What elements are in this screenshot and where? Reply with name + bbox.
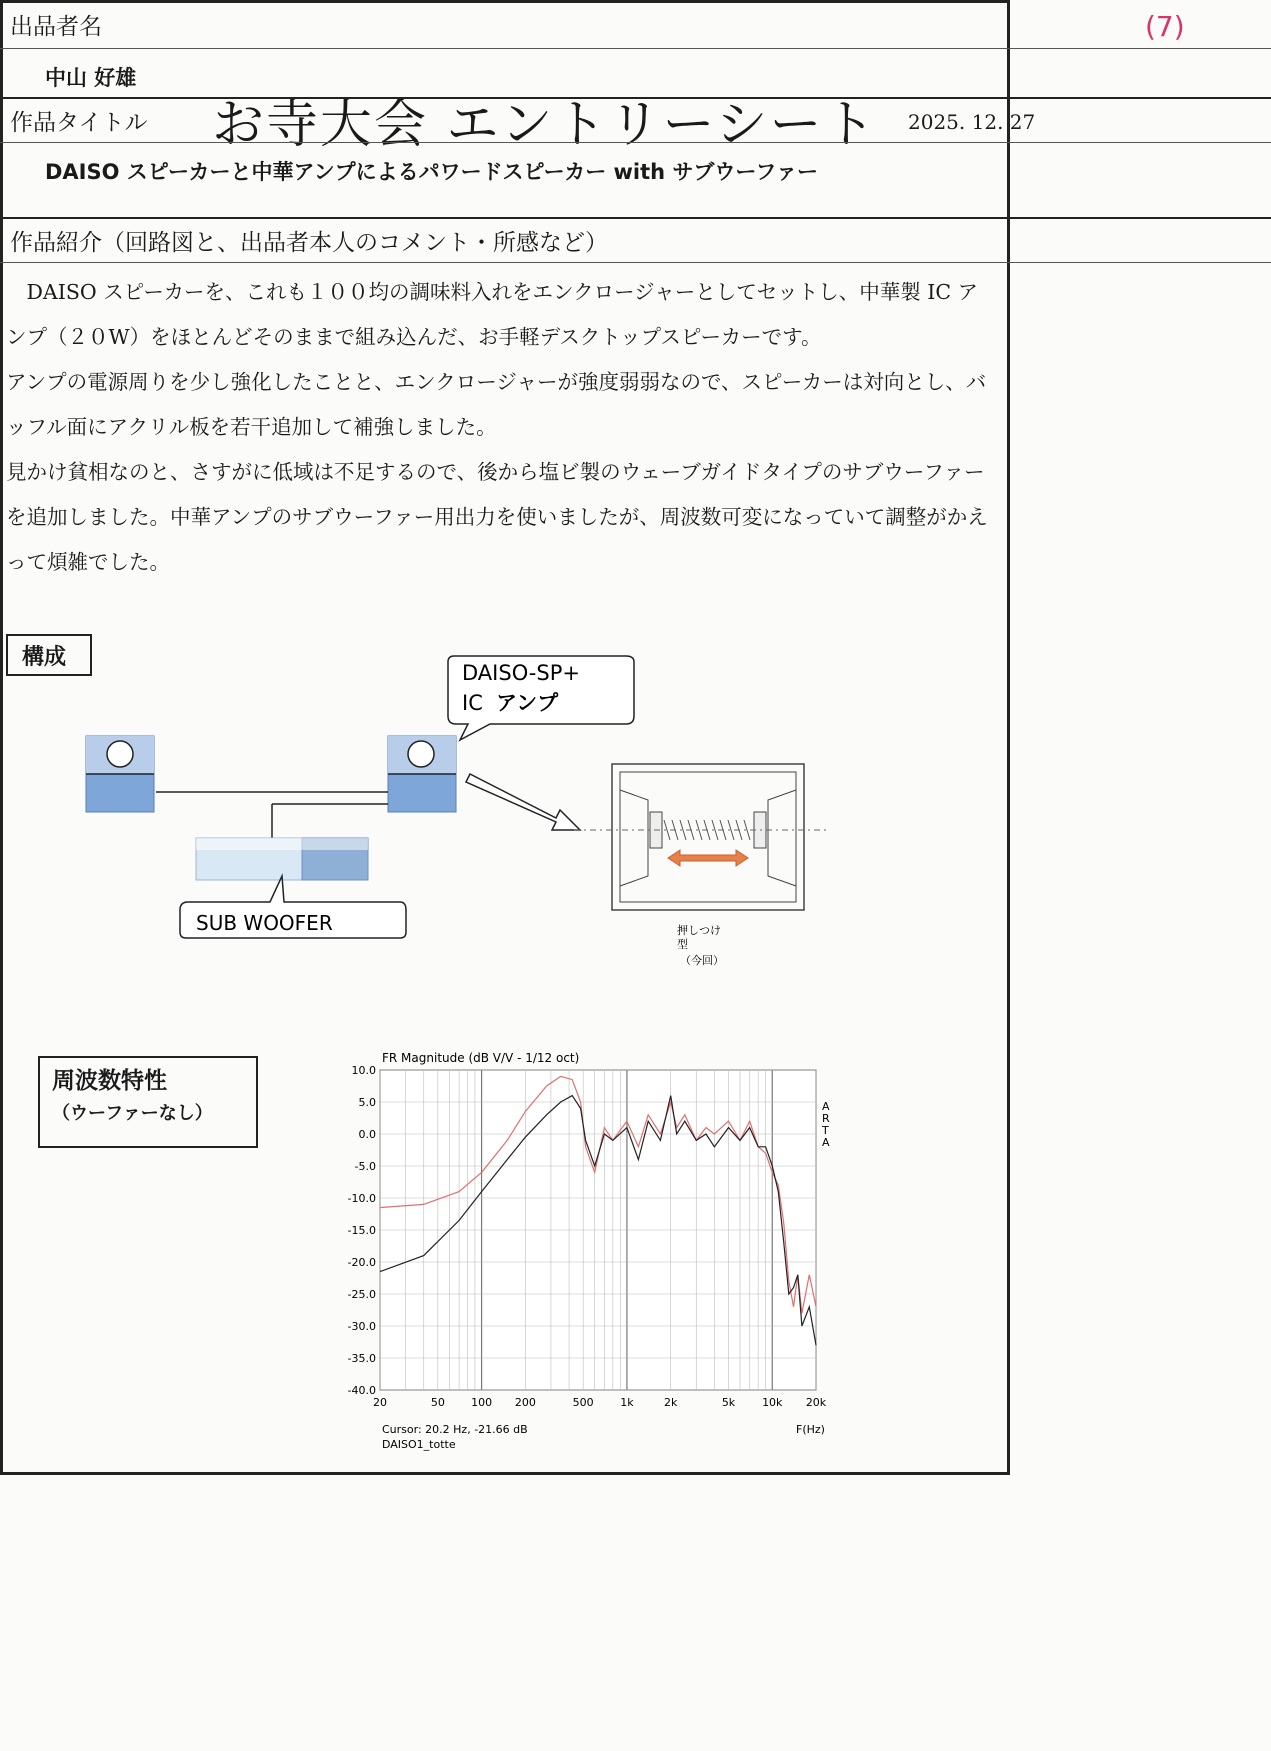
y-tick-label: 10.0	[351, 1064, 376, 1077]
subwoofer-icon	[196, 838, 368, 880]
y-tick-label: 0.0	[358, 1128, 376, 1141]
side-label-a2: A	[822, 1136, 830, 1149]
y-tick-label: -30.0	[347, 1320, 376, 1333]
y-tick-label: -25.0	[347, 1288, 376, 1301]
freq-sublabel: （ウーファーなし）	[52, 1103, 213, 1124]
callout-line-1: DAISO-SP+	[462, 661, 580, 685]
intro-paragraph-3: 見かけ貧相なのと、さすがに低域は不足するので、後から塩ビ製のウェーブガイドタイプのサブウーファーを追加しました。中華アンプのサブウーファー用出力を使いましたが、周波数可変になっていて調整がかえって煩雑でした。	[6, 460, 988, 574]
y-tick-label: 5.0	[358, 1096, 376, 1109]
x-tick-label: 1k	[620, 1396, 634, 1409]
x-tick-label: 10k	[762, 1396, 783, 1409]
left-speaker-icon	[86, 736, 154, 812]
cursor-readout: Cursor: 20.2 Hz, -21.66 dB	[382, 1423, 528, 1436]
push-label-3: （今回）	[680, 954, 724, 967]
callout-line-2a: IC	[462, 691, 483, 715]
page-number-mark: (7)	[1145, 10, 1185, 43]
divider	[0, 217, 1271, 219]
intro-paragraph-1: DAISO スピーカーを、これも１００均の調味料入れをエンクロージャーとしてセットし、中華製 IC アンプ（２０W）をほとんどそのままで組み込んだ、お手軽デスクトップスピーカーです。	[6, 280, 979, 349]
divider	[0, 48, 1271, 49]
file-label: DAISO1_totte	[382, 1438, 456, 1451]
freq-label-box	[38, 1056, 258, 1148]
x-axis-label: F(Hz)	[796, 1423, 825, 1436]
frequency-response-chart	[260, 1040, 940, 1451]
right-speaker-icon	[388, 736, 456, 812]
sheet-title: お寺大会 エントリーシート	[212, 95, 878, 155]
intro-paragraph-2: アンプの電源周りを少し強化したことと、エンクロージャーが強度弱弱なので、スピーカーは対向とし、バッフル面にアクリル板を若干追加して補強しました。	[6, 370, 987, 439]
x-tick-label: 50	[430, 1396, 445, 1409]
y-tick-label: -5.0	[354, 1160, 376, 1173]
intro-label: 作品紹介（回路図と、出品者本人のコメント・所感など）	[10, 230, 608, 256]
x-tick-label: 2k	[663, 1396, 678, 1409]
side-label-a1: A	[822, 1100, 830, 1113]
intro-text	[6, 270, 996, 585]
sub-woofer-label: SUB WOOFER	[196, 911, 333, 935]
divider	[0, 262, 1271, 263]
y-tick-label: -20.0	[347, 1256, 376, 1269]
exhibitor-name: 中山 好雄	[45, 66, 137, 90]
chart-title: FR Magnitude (dB V/V - 1/12 oct)	[382, 1051, 580, 1065]
y-tick-label: -40.0	[347, 1384, 376, 1397]
work-title-value: DAISO スピーカーと中華アンプによるパワードスピーカー with サブウーファー	[45, 160, 818, 184]
side-label-r: R	[822, 1112, 830, 1125]
config-diagram	[0, 640, 1004, 980]
x-tick-label: 20	[373, 1396, 387, 1409]
enclosure-diagram	[574, 764, 830, 910]
x-tick-label: 100	[471, 1396, 493, 1409]
x-tick-label: 20k	[805, 1396, 827, 1409]
x-tick-label: 200	[514, 1396, 536, 1409]
x-tick-label: 500	[572, 1396, 594, 1409]
config-label: 構成	[6, 634, 92, 676]
work-title-label: 作品タイトル	[10, 110, 148, 136]
side-label-t: T	[822, 1124, 829, 1137]
push-label-1: 押しつけ	[677, 924, 721, 937]
y-tick-label: -15.0	[347, 1224, 376, 1237]
callout-line-2b: アンプ	[496, 691, 559, 715]
sheet-date: 2025. 12. 27	[908, 110, 1036, 134]
freq-label: 周波数特性	[52, 1068, 167, 1094]
divider	[0, 97, 1271, 99]
arrow-icon	[466, 774, 580, 830]
x-tick-label: 5k	[721, 1396, 736, 1409]
y-tick-label: -10.0	[347, 1192, 376, 1205]
divider	[0, 142, 1271, 143]
exhibitor-label: 出品者名	[10, 14, 102, 40]
y-tick-label: -35.0	[347, 1352, 376, 1365]
push-label-2: 型	[677, 938, 688, 951]
